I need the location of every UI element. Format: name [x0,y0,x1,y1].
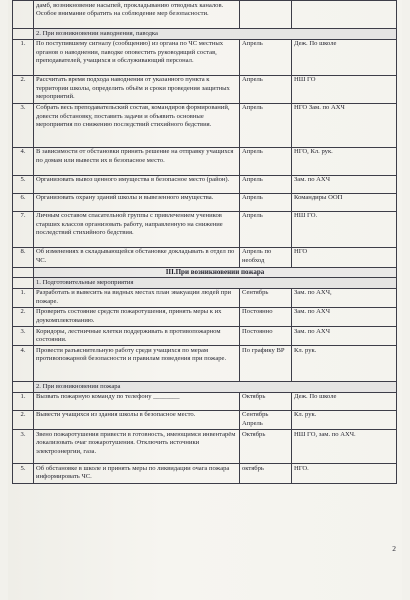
row-date: Апрель [240,39,292,75]
row-responsible: Деж. По школе [292,392,397,410]
row-activity: Проверить состояние средств пожаротушения, принять меры к их доукомплектованию. [34,307,240,326]
row-responsible: Деж. По школе [292,39,397,75]
row-number [13,267,34,278]
row-number: 3. [13,327,34,346]
row-date: октябрь [240,464,292,484]
row-activity: Коридоры, лестничные клетки поддерживать в противопожарном состоянии. [34,327,240,346]
row-responsible: Зам. по АХЧ [292,327,397,346]
row-responsible: Командиры ООП [292,193,397,211]
row-responsible: НГО. [292,464,397,484]
subsection-heading-row [13,29,397,40]
subsection-heading: 2. При возникновении пожара [34,382,397,393]
page-number: 2 [392,544,396,553]
row-activity: Личным составом спасательной группы с привлечением учеников старших классов организовать работу, направленную на снижение последствий стихийного бедствия. [34,211,240,247]
table-row [13,346,397,382]
row-date: Сентябрь [240,288,292,307]
row-number: 3. [13,103,34,147]
table-row [13,147,397,175]
subsection-heading: 1. Подготовительные мероприятия [34,278,397,289]
row-responsible: НГО, Кл. рук. [292,147,397,175]
row-number: 2. [13,75,34,103]
row-number: 5. [13,464,34,484]
row-number: 7. [13,211,34,247]
row-date: Апрель [240,103,292,147]
subsection-heading-row [13,278,397,289]
table-row [13,39,397,75]
row-number: 8. [13,247,34,267]
row-responsible: НГО [292,247,397,267]
row-activity: Вызвать пожарную команду по телефону ________ [34,392,240,410]
row-responsible: НШ ГО. [292,211,397,247]
row-number [13,382,34,393]
row-number: 3. [13,430,34,464]
row-activity: Вывести учащихся из здания школы в безопасное место. [34,410,240,429]
row-responsible: Кл. рук. [292,410,397,429]
row-number [13,29,34,40]
row-date: Постоянно [240,307,292,326]
row-responsible: Зам. по АХЧ, [292,288,397,307]
row-date: Постоянно [240,327,292,346]
row-activity: Об изменениях в складывающейся обстановке докладывать в отдел по ЧС. [34,247,240,267]
row-date: Октябрь [240,430,292,464]
row-activity: По поступившему сигналу (сообщению) из органа по ЧС местных органов о наводнении, паводке оповестить руководящий состав, преподавателей, учащихся и обслуживающий персонал. [34,39,240,75]
row-activity: В зависимости от обстановки принять решение на отправку учащихся по домам или вывести их в безопасное место. [34,147,240,175]
table-row [13,103,397,147]
table-row [13,307,397,326]
table-row [13,175,397,193]
row-responsible [292,1,397,29]
row-date: По графику ВР [240,346,292,382]
row-number: 1. [13,288,34,307]
row-number [13,1,34,29]
row-date: Октябрь [240,392,292,410]
row-number: 2. [13,410,34,429]
subsection-heading: 2. При возникновении наводнения, паводка [34,29,397,40]
plan-table-body [13,1,397,484]
row-number: 1. [13,39,34,75]
row-responsible: НШ ГО, зам. по АХЧ. [292,430,397,464]
table-row [13,392,397,410]
table-row [13,288,397,307]
row-activity: Организовать вывоз ценного имущества в безопасное место (район). [34,175,240,193]
row-number [13,278,34,289]
table-row [13,211,397,247]
row-number: 1. [13,392,34,410]
row-activity: Собрать весь преподавательский состав, командиров формирований, довести обстановку, поставить задачи и объявить основные мероприятия по снижению последствий стихийного бедствия. [34,103,240,147]
table-row [13,75,397,103]
table-row [13,430,397,464]
row-date: Апрель по необход [240,247,292,267]
row-date: Апрель [240,193,292,211]
subsection-heading-row [13,382,397,393]
row-number: 6. [13,193,34,211]
row-responsible: Кл. рук. [292,346,397,382]
row-activity: дамб, возникновение насыпей, прокладыванию отводных каналов. Особое внимание обратить на соблюдение мер безопасности. [34,1,240,29]
table-row [13,1,397,29]
row-responsible: Зам. по АХЧ [292,307,397,326]
row-date: Апрель [240,147,292,175]
table-row [13,464,397,484]
row-date: Апрель [240,211,292,247]
row-activity: Об обстановке в школе и принять меры по ликвидации очага пожара информировать ЧС. [34,464,240,484]
document-page [8,0,402,600]
row-date: Апрель [240,75,292,103]
plan-table [12,0,397,484]
row-responsible: Зам. по АХЧ [292,175,397,193]
row-date: Апрель [240,175,292,193]
row-number: 2. [13,307,34,326]
table-row [13,193,397,211]
row-activity: Провести разъяснительную работу среди учащихся по мерам противопожарной безопасности и правилам поведения при пожаре. [34,346,240,382]
row-number: 4. [13,346,34,382]
row-date [240,1,292,29]
section-heading-row [13,267,397,278]
row-activity: Рассчитать время подхода наводнения от указанного пункта к территории школы, определить объём и сроки проведения защитных мероприятий. [34,75,240,103]
row-responsible: НГО Зам. по АХЧ [292,103,397,147]
row-responsible: НШ ГО [292,75,397,103]
table-row [13,247,397,267]
row-date: Сентябрь Апрель [240,410,292,429]
row-activity: Организовать охрану зданий школы и вывезенного имущества. [34,193,240,211]
table-row [13,327,397,346]
table-row [13,410,397,429]
row-number: 4. [13,147,34,175]
row-activity: Разработать и вывесить на видных местах план эвакуации людей при пожаре. [34,288,240,307]
row-number: 5. [13,175,34,193]
row-activity: Звено пожаротушения привести в готовность, имеющимся инвентарём локализовать очаг пожаротушения. Отключить источники электроэнергии, газа. [34,430,240,464]
section-heading: III.При возникновении пожара [34,267,397,278]
